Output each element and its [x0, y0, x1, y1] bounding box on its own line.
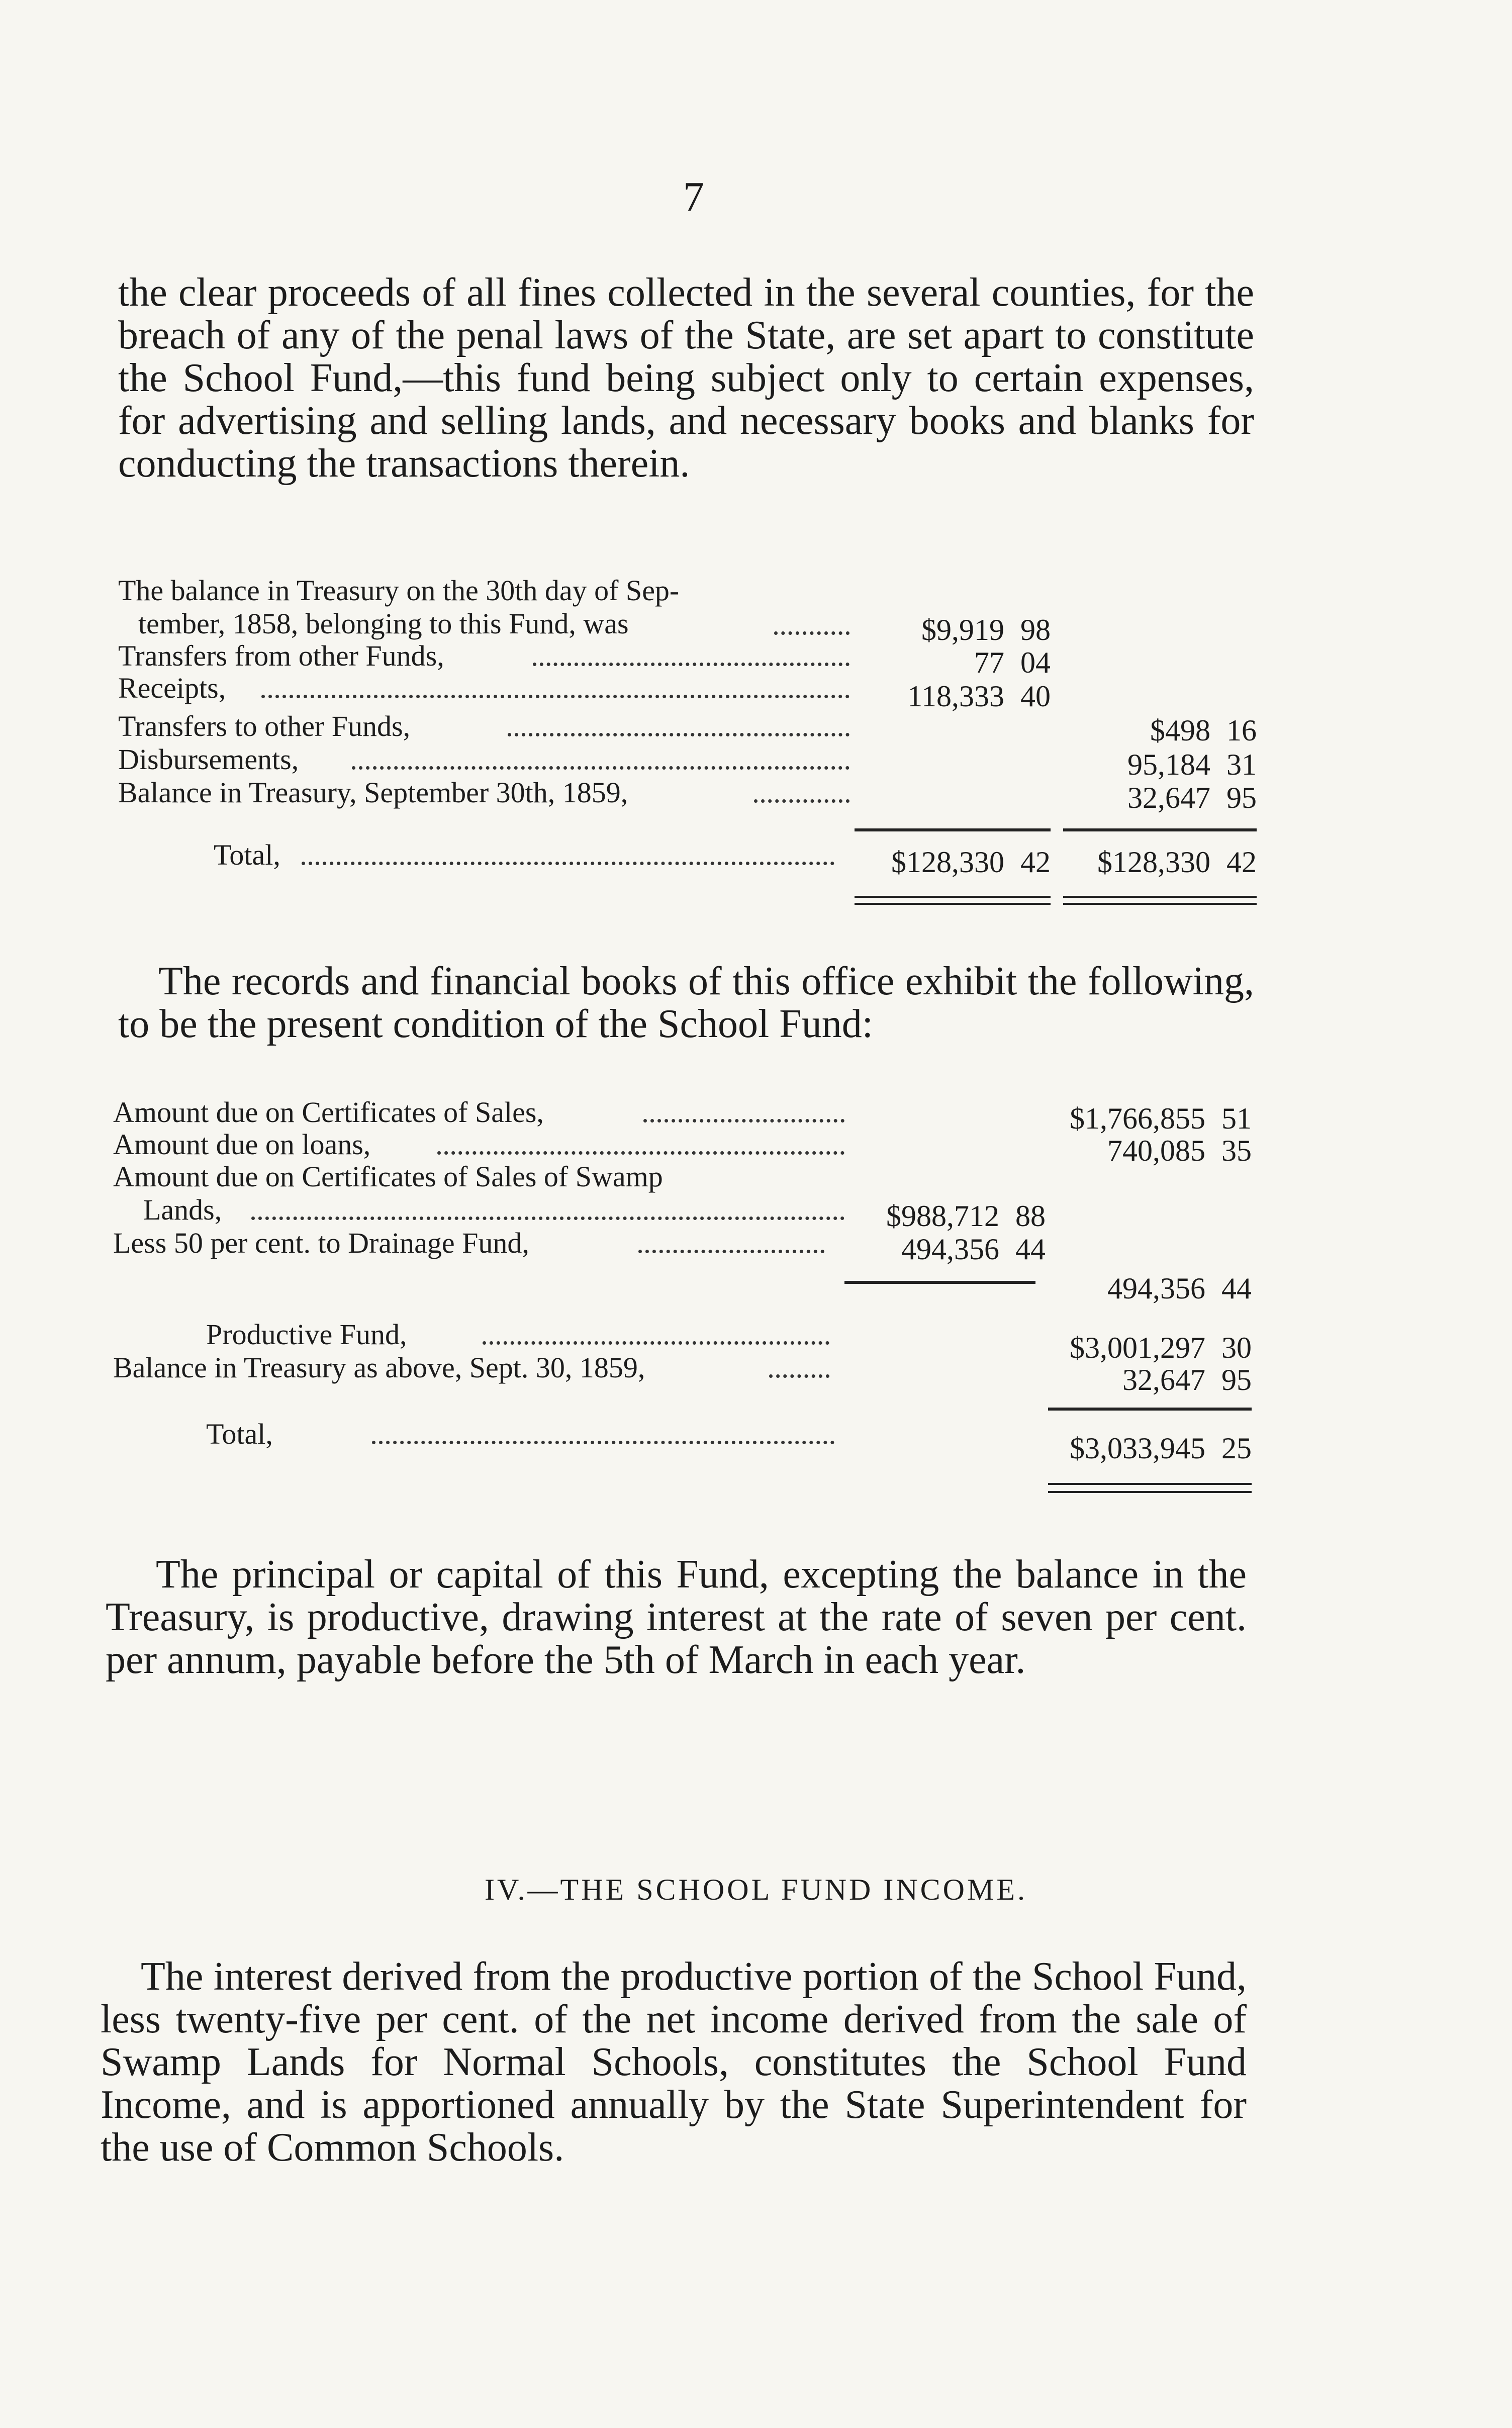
- statement-total-debit: $128,330 42: [891, 846, 1051, 879]
- condition-row-5-amount: 494,356 44: [1107, 1272, 1252, 1305]
- leader-dots: [643, 1119, 844, 1123]
- subtraction-rule: [844, 1281, 1035, 1284]
- condition-row-3-label-line1: Amount due on Certificates of Sales of Swamp: [113, 1160, 663, 1193]
- leader-dots: [352, 766, 849, 770]
- statement-row-5-label: Disbursements,: [118, 743, 299, 776]
- paragraph-principal-capital: The principal or capital of this Fund, excepting the balance in the Treasury, is productive, drawing interest at the rate of seven per cent. per annum, payable before the 5th of March in each year.: [106, 1552, 1247, 1682]
- condition-total-label: Total,: [206, 1418, 273, 1450]
- sum-rule: [855, 828, 1051, 831]
- paragraph-present-condition: The records and financial books of this office exhibit the following, to be the present condition of the School Fund:: [118, 959, 1254, 1046]
- statement-row-1-label-line1: The balance in Treasury on the 30th day of Sep-: [118, 574, 680, 607]
- page-number: 7: [683, 173, 704, 220]
- statement-row-3-label: Receipts,: [118, 672, 226, 704]
- double-rule: [855, 903, 1051, 905]
- condition-row-7-label: Balance in Treasury as above, Sept. 30, 1859,: [113, 1351, 645, 1384]
- paragraph-school-fund-income: The interest derived from the productive portion of the School Fund, less twenty-five per cent. of the net income derived from the sale of Swamp Lands for Normal Schools, constitutes the School Fund Income, and is apportioned annually by the State Superintendent for the use of Common Schools.: [101, 1954, 1247, 2170]
- statement-row-1-label-line2: tember, 1858, belonging to this Fund, was: [138, 607, 629, 640]
- condition-row-7-amount: 32,647 95: [1122, 1363, 1252, 1396]
- statement-total-credit: $128,330 42: [1097, 846, 1257, 879]
- statement-total-label: Total,: [214, 838, 280, 871]
- condition-total-amount: $3,033,945 25: [1070, 1432, 1252, 1465]
- sum-rule: [1048, 1408, 1252, 1411]
- condition-row-1-label: Amount due on Certificates of Sales,: [113, 1096, 544, 1129]
- statement-row-6-label: Balance in Treasury, September 30th, 1859,: [118, 776, 628, 809]
- condition-row-4-label: Less 50 per cent. to Drainage Fund,: [113, 1227, 529, 1259]
- leader-dots: [774, 631, 849, 635]
- leader-dots: [261, 695, 849, 698]
- condition-row-6-amount: $3,001,297 30: [1070, 1331, 1252, 1364]
- paragraph-school-fund-sources: the clear proceeds of all fines collected in the several counties, for the breach of any of the penal laws of the State, are set apart to constitute the School Fund,—this fund being subject only to certain expenses, for advertising and selling lands, and necessary books and blanks for conducting the transactions therein.: [118, 270, 1254, 486]
- statement-row-4-amount: $498 16: [1150, 714, 1257, 747]
- leader-dots: [483, 1341, 829, 1345]
- double-rule: [1063, 896, 1257, 898]
- double-rule: [855, 896, 1051, 898]
- double-rule: [1048, 1483, 1252, 1485]
- leader-dots: [769, 1374, 829, 1378]
- leader-dots: [533, 663, 849, 666]
- statement-row-5-amount: 95,184 31: [1127, 748, 1257, 781]
- statement-row-1-amount: $9,919 98: [921, 613, 1051, 646]
- double-rule: [1048, 1491, 1252, 1493]
- statement-row-3-amount: 118,333 40: [907, 680, 1051, 713]
- leader-dots: [508, 733, 849, 736]
- condition-row-2-amount: 740,085 35: [1107, 1134, 1252, 1167]
- leader-dots: [372, 1441, 834, 1444]
- statement-row-2-amount: 77 04: [974, 646, 1051, 679]
- condition-row-6-label: Productive Fund,: [206, 1318, 407, 1351]
- condition-row-3-label-line2: Lands,: [143, 1193, 222, 1226]
- double-rule: [1063, 903, 1257, 905]
- leader-dots: [638, 1250, 824, 1253]
- condition-row-2-label: Amount due on loans,: [113, 1128, 371, 1161]
- statement-row-2-label: Transfers from other Funds,: [118, 639, 444, 672]
- statement-row-6-amount: 32,647 95: [1127, 781, 1257, 814]
- leader-dots: [302, 862, 834, 865]
- condition-row-1-amount: $1,766,855 51: [1070, 1102, 1252, 1135]
- leader-dots: [437, 1151, 844, 1155]
- section-heading: IV.—THE SCHOOL FUND INCOME.: [484, 1873, 1028, 1906]
- statement-row-4-label: Transfers to other Funds,: [118, 710, 411, 742]
- condition-row-3-amount: $988,712 88: [886, 1199, 1046, 1233]
- leader-dots: [754, 799, 849, 803]
- sum-rule: [1063, 828, 1257, 831]
- condition-row-4-amount: 494,356 44: [901, 1233, 1046, 1266]
- leader-dots: [251, 1217, 844, 1220]
